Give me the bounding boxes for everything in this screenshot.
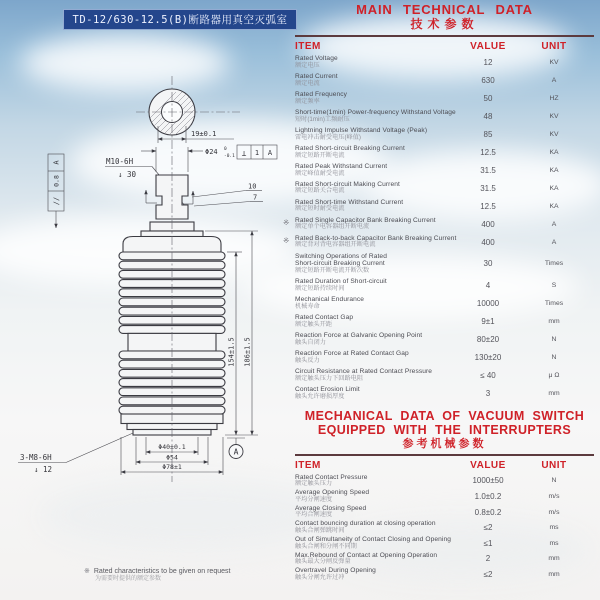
table-row <box>283 216 594 231</box>
row-value: ≤2 <box>483 569 493 579</box>
row-label-en: Average Opening Speed <box>295 489 370 497</box>
row-label-en: Mechanical Endurance <box>295 296 365 304</box>
note-mark: ※ <box>283 235 290 245</box>
row-label-en: Reaction Force at Galvanic Opening Point <box>295 332 423 340</box>
top-view-circle <box>128 89 240 140</box>
row-value: 12 <box>483 57 493 67</box>
row-item <box>295 127 447 141</box>
svg-text:154±1.5: 154±1.5 <box>227 337 236 367</box>
row-label-en: Reaction Force at Rated Contact Gap <box>295 350 409 358</box>
row-item <box>295 314 447 328</box>
row-unit: m/s <box>548 492 560 500</box>
svg-text:↓ 30: ↓ 30 <box>118 170 137 179</box>
row-label-zh: 额定触头开距 <box>295 320 333 328</box>
row-value: 85 <box>483 129 493 139</box>
stem-outline <box>146 175 193 219</box>
row-label-zh: 短时(1min)工频耐压 <box>295 115 350 123</box>
row-label-zh: 额定触头压力 <box>295 480 333 488</box>
row-item <box>295 278 447 292</box>
table-row <box>295 474 594 488</box>
row-label-en: Rated Frequency <box>295 90 348 98</box>
row-unit: KA <box>549 184 559 192</box>
svg-text:A: A <box>233 447 239 457</box>
row-label-zh: 雷电冲击耐受电压(峰值) <box>295 133 361 141</box>
table-row <box>295 505 594 519</box>
row-label-en2: Short-circuit Breaking Current <box>295 260 385 268</box>
row-value: 12.5 <box>480 147 496 157</box>
svg-text://: // <box>52 196 61 206</box>
main-table-rows <box>283 55 594 401</box>
row-label-en: Rated Voltage <box>295 55 338 62</box>
row-item <box>295 536 452 550</box>
row-value: 400 <box>481 219 495 229</box>
row-label-en: Short-time(1min) Power-frequency Withstand Voltage <box>295 108 456 116</box>
row-unit: KA <box>549 148 559 156</box>
svg-text:-0.1: -0.1 <box>224 154 235 159</box>
footnote-text-zh: 为需要时提供的额定参数 <box>95 576 162 582</box>
row-item <box>295 253 447 275</box>
row-unit: mm <box>548 570 560 578</box>
row-unit: N <box>551 354 557 362</box>
row-value: 12.5 <box>480 201 496 211</box>
svg-text:19±0.1: 19±0.1 <box>191 130 217 138</box>
table-row <box>295 567 594 581</box>
row-label-zh: 触头自闭力 <box>295 338 326 346</box>
header-value: VALUE <box>470 459 506 471</box>
header-unit: UNIT <box>541 41 567 52</box>
row-value: 2 <box>485 554 491 564</box>
row-item <box>295 520 447 534</box>
header-item: ITEM <box>295 459 321 471</box>
row-unit: ms <box>549 524 559 532</box>
svg-text:A: A <box>52 160 61 165</box>
row-item <box>295 296 447 310</box>
row-unit: KA <box>549 202 559 210</box>
table-row <box>295 199 594 213</box>
row-label-en: Max.Rebound of Contact at Opening Operation <box>295 551 438 559</box>
mech-section <box>295 409 594 582</box>
row-value: 30 <box>483 259 493 269</box>
mech-table-rows <box>295 474 594 582</box>
row-value: 0.8±0.2 <box>474 507 502 517</box>
row-value: ≤2 <box>483 523 493 533</box>
mech-table-title-1: MECHANICAL DATA OF VACUUM SWITCH <box>304 408 585 423</box>
svg-text:↓ 12: ↓ 12 <box>34 465 53 474</box>
mech-table-title-zh: 参考机械参数 <box>402 437 487 450</box>
row-label-en: Rated Peak Withstand Current <box>295 162 388 170</box>
row-value: 50 <box>483 93 493 103</box>
row-label-zh: 额定短路开断电流开断次数 <box>295 267 370 275</box>
row-label-zh: 额定短路关合电流 <box>295 187 345 195</box>
row-value: ≤ 40 <box>480 371 496 381</box>
svg-text:10: 10 <box>248 182 257 191</box>
row-unit: m/s <box>548 508 560 516</box>
row-unit: mm <box>548 318 560 326</box>
row-label-zh: 额定峰值耐受电流 <box>295 169 345 177</box>
table-row <box>295 73 594 87</box>
row-item <box>295 332 447 346</box>
row-unit: mm <box>548 390 560 397</box>
row-item <box>295 163 447 177</box>
table-row <box>295 536 594 550</box>
table-row <box>283 234 594 249</box>
row-item <box>295 199 447 213</box>
row-item <box>295 350 447 364</box>
svg-text:A: A <box>267 149 273 157</box>
row-item <box>295 474 447 488</box>
footnote <box>84 567 230 583</box>
row-value: 400 <box>481 237 495 247</box>
row-label-en: Rated Current <box>295 72 338 80</box>
table-row <box>295 332 594 346</box>
row-item <box>295 181 447 195</box>
row-label-zh: 触头合闸和分闸不同期 <box>295 542 357 550</box>
svg-text:Φ54: Φ54 <box>166 453 178 462</box>
row-item <box>295 217 447 231</box>
row-label-en: Contact Erosion Limit <box>295 386 360 394</box>
svg-text:Φ24: Φ24 <box>205 148 218 156</box>
svg-text:7: 7 <box>253 193 258 202</box>
row-label-en: Rated Back-to-back Capacitor Bank Breaking Current <box>295 234 457 242</box>
row-item <box>295 386 447 400</box>
row-label-zh: 触头允许磨损厚度 <box>295 392 345 400</box>
table-row <box>295 109 594 123</box>
table-row <box>295 55 594 69</box>
row-label-en: Rated Single Capacitor Bank Breaking Current <box>295 216 436 224</box>
row-item <box>295 505 447 519</box>
svg-text:Φ78±1: Φ78±1 <box>162 463 182 471</box>
row-label-en: Contact bouncing duration at closing operation <box>295 520 436 528</box>
table-row <box>295 145 594 159</box>
row-value: 31.5 <box>480 183 496 193</box>
row-label-zh: 额定短路持续时间 <box>295 285 345 292</box>
table-row <box>295 296 594 310</box>
header-unit: UNIT <box>541 459 567 471</box>
row-label-zh: 额定背对背电容器组开断电流 <box>295 241 376 249</box>
row-unit: mm <box>548 555 560 563</box>
datum-a <box>227 438 245 459</box>
row-label-zh: 额定短路开断电流 <box>295 151 345 159</box>
row-label-en: Rated Duration of Short-circuit <box>295 278 387 286</box>
table-row <box>295 368 594 382</box>
table-row <box>295 278 594 292</box>
perpendicularity-tolerance-frame <box>237 145 277 159</box>
row-label-en: Circuit Resistance at Rated Contact Pressure <box>295 368 433 376</box>
row-label-zh: 平均合闸速度 <box>295 511 333 519</box>
row-unit: ms <box>549 539 559 547</box>
table-row <box>295 489 594 503</box>
row-value: 4 <box>485 281 491 291</box>
row-label-zh: 触头反力 <box>295 356 320 364</box>
main-table-header <box>295 41 594 52</box>
table-row <box>295 520 594 534</box>
mech-table-header <box>295 460 594 471</box>
row-label-zh: 触头合闸弹跳时间 <box>295 527 345 535</box>
row-value: 130±20 <box>474 353 502 363</box>
row-item <box>295 145 447 159</box>
svg-text:0: 0 <box>224 147 227 152</box>
row-item <box>295 55 447 69</box>
svg-text:0.8: 0.8 <box>52 175 61 187</box>
mech-table-title-2: EQUIPPED WITH THE INTERRUPTERS <box>317 422 572 437</box>
row-label-en: Rated Short-circuit Breaking Current <box>295 144 405 152</box>
dim-154 <box>227 252 242 435</box>
divider <box>295 454 594 456</box>
row-unit: N <box>551 477 557 485</box>
table-row <box>295 386 594 400</box>
row-value: 48 <box>483 111 493 121</box>
data-panel <box>283 2 594 583</box>
product-title: TD-12/630-12.5(B)断路器用真空灭弧室 <box>63 9 297 30</box>
row-value: 80±20 <box>476 335 500 345</box>
svg-text:3-M8-6H: 3-M8-6H <box>20 453 52 462</box>
row-label-en: Rated Contact Gap <box>295 314 354 322</box>
table-row <box>295 314 594 328</box>
row-item <box>295 234 457 249</box>
row-label-zh: 触头分闸允许过冲 <box>295 573 345 581</box>
header-value: VALUE <box>470 41 506 52</box>
row-item <box>295 567 447 581</box>
header-item: ITEM <box>295 41 321 52</box>
note-mark: ※ <box>283 217 290 227</box>
row-label-zh: 机械寿命 <box>295 302 320 310</box>
svg-text:M10-6H: M10-6H <box>106 157 134 166</box>
row-label-zh: 额定触头压力下回路电阻 <box>295 374 364 382</box>
dim-10-7 <box>192 183 263 207</box>
svg-text:⊥: ⊥ <box>241 149 247 158</box>
row-label-zh: 额定单个电容器组开断电流 <box>295 223 370 231</box>
svg-text:1: 1 <box>254 149 260 157</box>
row-value: 630 <box>481 75 495 85</box>
table-row <box>295 253 594 275</box>
row-label-en: Out of Simultaneity of Contact Closing and Opening <box>295 536 452 544</box>
row-item <box>295 552 447 566</box>
table-row <box>295 127 594 141</box>
footnote-mark: ※ <box>84 568 90 575</box>
row-label-en: Rated Short-circuit Making Current <box>295 180 400 188</box>
row-unit: μ Ω <box>548 372 560 380</box>
row-item <box>295 108 456 123</box>
main-table-title: MAIN TECHNICAL DATA <box>356 2 533 17</box>
row-item <box>295 489 447 503</box>
row-unit: Times <box>544 300 564 308</box>
row-value: 9±1 <box>481 317 495 327</box>
row-label-en: Switching Operations of Rated <box>295 252 387 260</box>
row-value: ≤1 <box>483 538 493 548</box>
row-label-zh: 额定电压 <box>295 61 320 69</box>
parallelism-tolerance-frame <box>48 154 64 228</box>
row-value: 1000±50 <box>472 476 504 486</box>
footnote-text-en: Rated characteristics to be given on request <box>93 568 231 575</box>
row-item <box>295 91 447 105</box>
row-label-zh: 触头最大分闸反弹量 <box>295 558 351 566</box>
table-row <box>295 552 594 566</box>
svg-text:Φ40±0.1: Φ40±0.1 <box>158 443 186 451</box>
row-unit: S <box>551 282 557 290</box>
row-label-zh: 额定电流 <box>295 79 320 87</box>
table-row <box>295 350 594 364</box>
row-label-zh: 平均分闸速度 <box>295 495 333 503</box>
row-label-en: Average Closing Speed <box>295 504 367 512</box>
table-row <box>295 91 594 105</box>
row-label-en: Rated Contact Pressure <box>295 473 368 481</box>
row-label-en: Rated Short-time Withstand Current <box>295 198 404 206</box>
row-unit: N <box>551 336 557 344</box>
row-value: 31.5 <box>480 165 496 175</box>
row-value: 3 <box>485 389 491 398</box>
thread-label-bottom <box>18 433 133 474</box>
svg-text:186±1.5: 186±1.5 <box>243 337 252 367</box>
row-label-zh: 额定短时耐受电流 <box>295 205 345 213</box>
table-row <box>295 163 594 177</box>
row-label-zh: 额定频率 <box>295 97 320 105</box>
row-unit: KV <box>549 112 559 120</box>
row-unit: KV <box>549 58 559 66</box>
row-unit: A <box>551 220 557 228</box>
row-unit: KA <box>549 166 559 174</box>
row-unit: Times <box>544 260 564 268</box>
row-item <box>295 73 447 87</box>
table-row <box>295 181 594 195</box>
main-table-title-zh: 技术参数 <box>410 17 479 31</box>
row-item <box>295 368 447 382</box>
row-unit: A <box>551 76 557 84</box>
divider <box>295 35 594 37</box>
footnote-en <box>84 567 230 575</box>
row-value: 1.0±0.2 <box>474 491 502 501</box>
row-label-en: Lightning Impulse Withstand Voltage (Peak) <box>295 126 428 134</box>
row-unit: A <box>551 238 557 246</box>
row-unit: HZ <box>549 94 559 102</box>
row-label-en: Overtravel During Opening <box>295 567 376 575</box>
row-value: 10000 <box>476 299 500 309</box>
dim-d24 <box>141 146 235 172</box>
row-unit: KV <box>549 130 559 138</box>
